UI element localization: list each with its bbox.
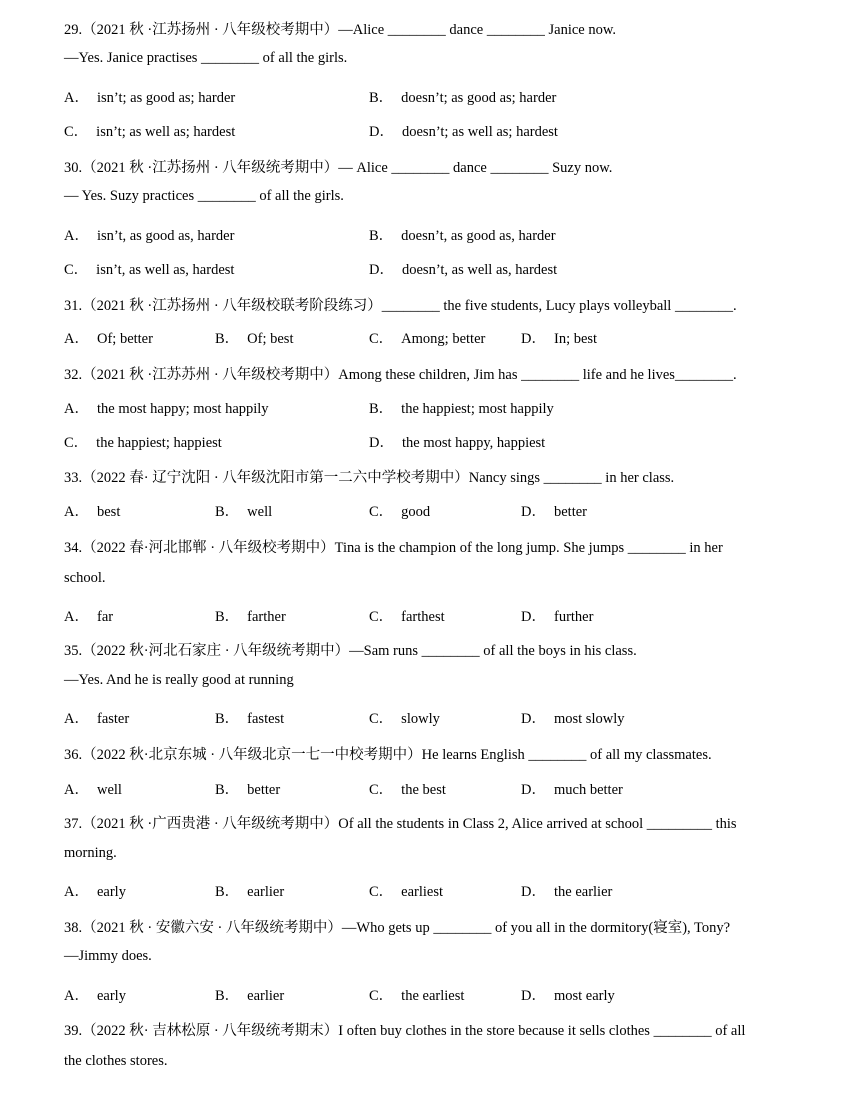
question-text-line: —Yes. Janice practises ________ of all the girls. xyxy=(64,50,348,66)
option-letter: A． xyxy=(64,609,89,625)
option-letter: B． xyxy=(215,782,240,798)
option-text: doesn’t; as good as; harder xyxy=(401,90,557,106)
option-text: doesn’t; as well as; hardest xyxy=(401,124,558,140)
answer-option-d[interactable] xyxy=(369,433,545,453)
answer-option-b[interactable] xyxy=(369,88,556,108)
answer-option-b[interactable] xyxy=(369,399,554,419)
option-letter: A． xyxy=(64,884,89,900)
option-letter: C． xyxy=(369,504,394,520)
answer-option-a[interactable] xyxy=(64,88,235,108)
option-letter: B． xyxy=(215,504,240,520)
option-text: far xyxy=(96,609,114,625)
question-text-line: 39.（2022 秋· 吉林松原 · 八年级统考期末）I often buy clothes in the store because it sells clothes ________ of all xyxy=(64,1023,746,1039)
option-letter: D． xyxy=(521,504,546,520)
answer-option-c[interactable] xyxy=(369,986,464,1006)
option-text: the best xyxy=(401,782,446,798)
option-letter: B． xyxy=(215,331,240,347)
option-letter: D． xyxy=(521,782,546,798)
answer-option-d[interactable] xyxy=(521,709,624,729)
option-letter: D． xyxy=(521,988,546,1004)
option-text: best xyxy=(96,504,121,520)
option-text: faster xyxy=(96,711,130,727)
answer-option-c[interactable] xyxy=(369,502,430,522)
option-text: most early xyxy=(553,988,615,1004)
option-letter: B． xyxy=(369,228,394,244)
answer-option-a[interactable] xyxy=(64,607,113,627)
option-letter: C． xyxy=(369,609,394,625)
option-letter: A． xyxy=(64,228,89,244)
option-letter: D． xyxy=(521,609,546,625)
option-letter: D． xyxy=(521,331,546,347)
question-text-line: 38.（2021 秋 · 安徽六安 · 八年级统考期中）—Who gets up ________ of you all in the dormitory(寝室), Tony? xyxy=(64,920,731,936)
answer-option-d[interactable] xyxy=(369,122,558,142)
option-letter: A． xyxy=(64,90,89,106)
option-text: the most happy, happiest xyxy=(401,435,546,451)
option-text: well xyxy=(96,782,122,798)
option-text: well xyxy=(247,504,273,520)
option-letter: C． xyxy=(369,331,394,347)
answer-option-c[interactable] xyxy=(369,329,485,349)
option-letter: D． xyxy=(521,711,546,727)
option-letter: A． xyxy=(64,504,89,520)
option-letter: B． xyxy=(215,711,240,727)
option-letter: A． xyxy=(64,711,89,727)
option-letter: B． xyxy=(215,609,240,625)
answer-option-b[interactable] xyxy=(215,709,284,729)
answer-option-a[interactable] xyxy=(64,882,126,902)
option-letter: B． xyxy=(215,988,240,1004)
answer-option-c[interactable] xyxy=(64,260,234,280)
option-text: earlier xyxy=(247,884,285,900)
answer-option-d[interactable] xyxy=(521,502,587,522)
question-text-line: 35.（2022 秋·河北石家庄 · 八年级统考期中）—Sam runs ________ of all the boys in his class. xyxy=(64,643,637,659)
answer-option-b[interactable] xyxy=(215,882,284,902)
option-text: further xyxy=(553,609,594,625)
option-text: the happiest; happiest xyxy=(96,435,222,451)
answer-option-c[interactable] xyxy=(369,709,440,729)
option-text: much better xyxy=(553,782,623,798)
option-letter: D． xyxy=(521,884,546,900)
option-text: better xyxy=(553,504,587,520)
answer-option-c[interactable] xyxy=(369,780,446,800)
answer-option-d[interactable] xyxy=(521,882,612,902)
option-letter: B． xyxy=(215,884,240,900)
option-text: Of; better xyxy=(96,331,153,347)
option-letter: A． xyxy=(64,988,89,1004)
question-text-line: the clothes stores. xyxy=(64,1053,168,1069)
option-letter: A． xyxy=(64,401,89,417)
option-letter: C． xyxy=(369,884,394,900)
option-text: early xyxy=(96,884,126,900)
answer-option-b[interactable] xyxy=(215,780,280,800)
answer-option-b[interactable] xyxy=(215,502,272,522)
question-text-line: 36.（2022 秋·北京东城 · 八年级北京一七一中校考期中）He learns English ________ of all my classmates. xyxy=(64,747,712,763)
answer-option-d[interactable] xyxy=(369,260,557,280)
question-text-line: 33.（2022 春· 辽宁沈阳 · 八年级沈阳市第一二六中学校考期中）Nancy sings ________ in her class. xyxy=(64,470,675,486)
question-text-line: morning. xyxy=(64,845,117,861)
question-text-line: 31.（2021 秋 ·江苏扬州 · 八年级校联考阶段练习）________ the five students, Lucy plays volleyball ________. xyxy=(64,298,737,314)
answer-option-a[interactable] xyxy=(64,226,234,246)
option-letter: D． xyxy=(369,435,394,451)
question-text-line: school. xyxy=(64,570,106,586)
question-text-line: 32.（2021 秋 ·江苏苏州 · 八年级校考期中）Among these children, Jim has ________ life and he lives________. xyxy=(64,367,737,383)
question-text-line: 34.（2022 春·河北邯郸 · 八年级校考期中）Tina is the champion of the long jump. She jumps ________ in her xyxy=(64,540,723,556)
answer-option-a[interactable] xyxy=(64,986,126,1006)
option-letter: C． xyxy=(369,782,394,798)
answer-option-c[interactable] xyxy=(369,882,443,902)
answer-option-b[interactable] xyxy=(369,226,556,246)
option-letter: A． xyxy=(64,331,89,347)
answer-option-a[interactable] xyxy=(64,709,129,729)
answer-option-b[interactable] xyxy=(215,986,284,1006)
option-text: In; best xyxy=(553,331,598,347)
option-text: farthest xyxy=(401,609,445,625)
answer-option-a[interactable] xyxy=(64,399,269,419)
option-letter: A． xyxy=(64,782,89,798)
option-letter: D． xyxy=(369,124,394,140)
option-text: the earliest xyxy=(401,988,465,1004)
option-text: doesn’t, as well as, hardest xyxy=(401,262,558,278)
option-text: Of; best xyxy=(247,331,294,347)
option-letter: C． xyxy=(64,435,89,451)
answer-option-a[interactable] xyxy=(64,329,153,349)
answer-option-d[interactable] xyxy=(521,329,597,349)
option-letter: C． xyxy=(64,124,89,140)
option-text: the earlier xyxy=(553,884,613,900)
answer-option-c[interactable] xyxy=(64,122,235,142)
option-text: most slowly xyxy=(553,711,625,727)
answer-option-c[interactable] xyxy=(369,607,445,627)
question-text-line: 29.（2021 秋 ·江苏扬州 · 八年级校考期中）—Alice ________ dance ________ Janice now. xyxy=(64,22,616,38)
option-text: earlier xyxy=(247,988,285,1004)
option-text: earliest xyxy=(401,884,444,900)
option-text: fastest xyxy=(247,711,285,727)
question-text-line: 30.（2021 秋 ·江苏扬州 · 八年级统考期中）— Alice ________ dance ________ Suzy now. xyxy=(64,160,613,176)
option-text: doesn’t, as good as, harder xyxy=(401,228,556,244)
answer-option-a[interactable] xyxy=(64,780,122,800)
question-text-line: 37.（2021 秋 ·广西贵港 · 八年级统考期中）Of all the students in Class 2, Alice arrived at school _________ this xyxy=(64,816,737,832)
option-text: early xyxy=(96,988,126,1004)
option-text: farther xyxy=(247,609,286,625)
answer-option-a[interactable] xyxy=(64,502,120,522)
option-text: isn’t; as good as; harder xyxy=(96,90,236,106)
question-text-line: —Yes. And he is really good at running xyxy=(64,672,294,688)
option-text: isn’t, as well as, hardest xyxy=(96,262,235,278)
question-text-line: —Jimmy does. xyxy=(64,948,152,964)
answer-option-c[interactable] xyxy=(64,433,222,453)
answer-option-b[interactable] xyxy=(215,607,286,627)
option-letter: D． xyxy=(369,262,394,278)
option-text: isn’t; as well as; hardest xyxy=(96,124,236,140)
option-text: good xyxy=(401,504,431,520)
option-text: Among; better xyxy=(401,331,486,347)
option-text: the most happy; most happily xyxy=(96,401,269,417)
option-text: isn’t, as good as, harder xyxy=(96,228,235,244)
option-text: slowly xyxy=(401,711,440,727)
answer-option-d[interactable] xyxy=(521,780,623,800)
option-text: the happiest; most happily xyxy=(401,401,554,417)
option-letter: C． xyxy=(369,711,394,727)
option-letter: B． xyxy=(369,90,394,106)
option-letter: C． xyxy=(369,988,394,1004)
answer-option-d[interactable] xyxy=(521,607,593,627)
answer-option-d[interactable] xyxy=(521,986,615,1006)
option-letter: C． xyxy=(64,262,89,278)
question-text-line: — Yes. Suzy practices ________ of all the girls. xyxy=(64,188,344,204)
option-letter: B． xyxy=(369,401,394,417)
option-text: better xyxy=(247,782,281,798)
answer-option-b[interactable] xyxy=(215,329,293,349)
